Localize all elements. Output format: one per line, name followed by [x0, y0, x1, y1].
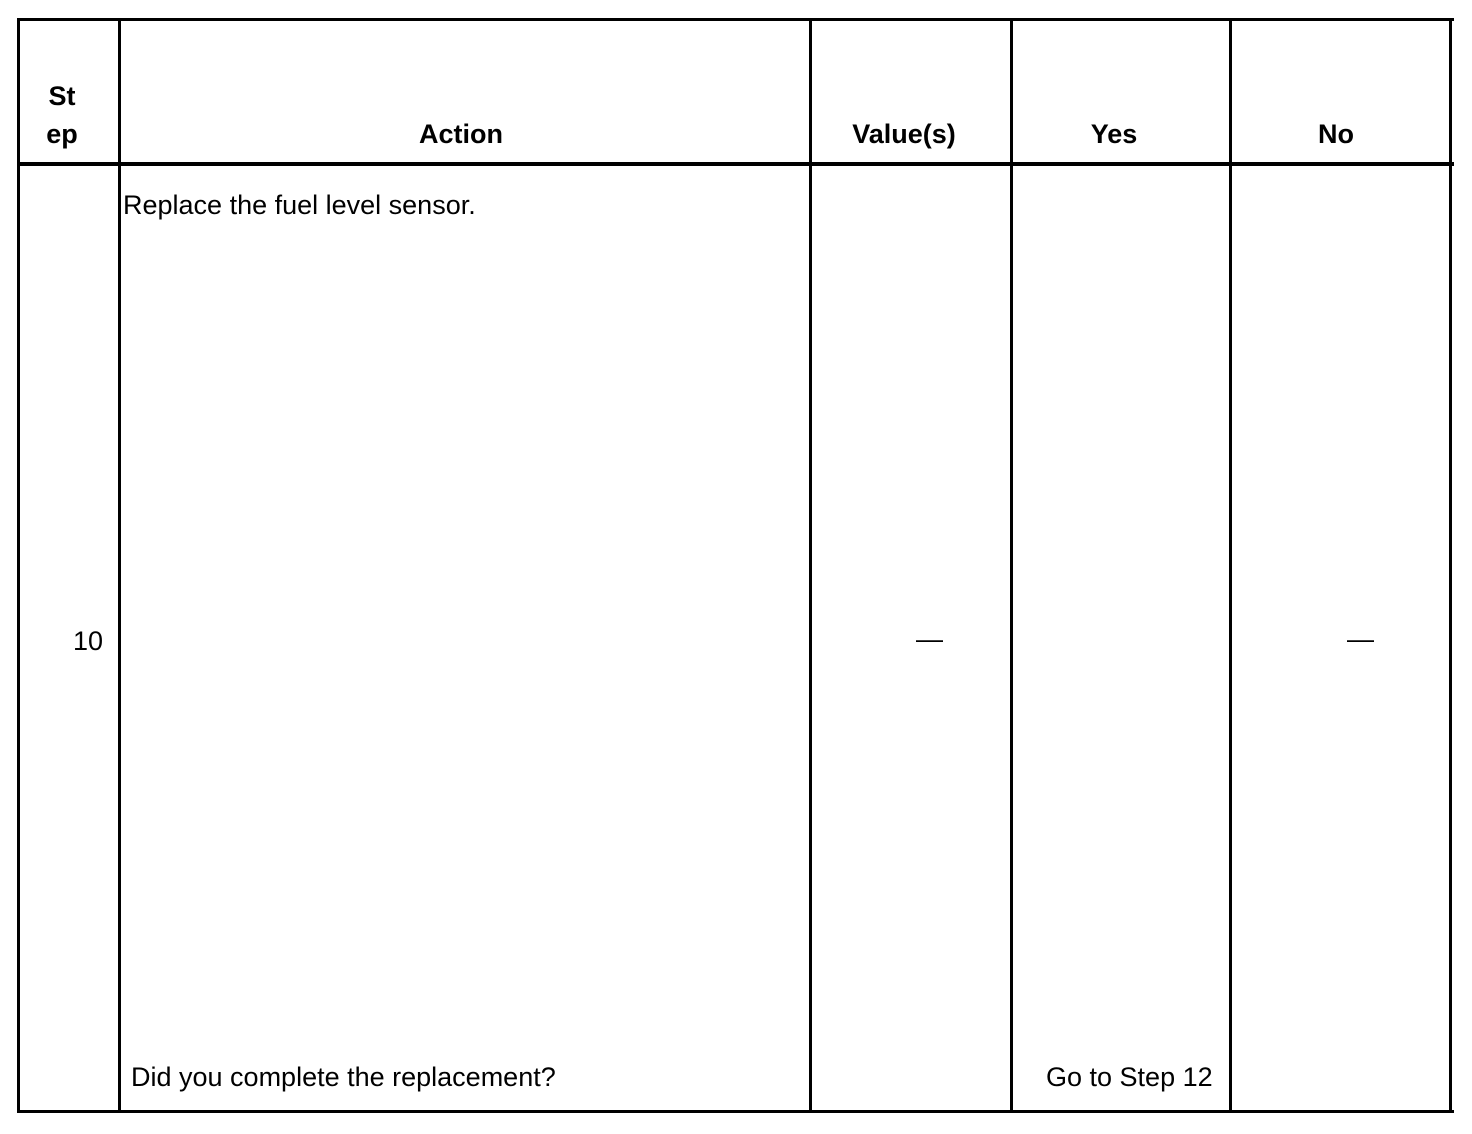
action-question: Did you complete the replacement? — [131, 1062, 556, 1092]
step-column-divider — [118, 18, 121, 1113]
table-left-border — [17, 18, 20, 1113]
values-cell: — — [916, 624, 943, 654]
header-no: No — [1318, 119, 1354, 149]
step-number: 10 — [73, 626, 104, 656]
header-step-line1: St — [48, 81, 76, 111]
header-yes: Yes — [1090, 119, 1138, 149]
table-top-border — [17, 18, 1454, 21]
table-right-border — [1449, 18, 1452, 1113]
no-cell: — — [1347, 624, 1374, 654]
action-instruction: Replace the fuel level sensor. — [123, 190, 476, 220]
yes-cell: Go to Step 12 — [1046, 1062, 1213, 1092]
header-step-line2: ep — [46, 119, 78, 149]
header-values: Value(s) — [852, 119, 956, 149]
table-bottom-border — [17, 1110, 1454, 1113]
header-bottom-border — [17, 162, 1454, 166]
yes-column-divider — [1229, 18, 1232, 1113]
values-column-divider — [1010, 18, 1013, 1113]
header-action: Action — [419, 119, 503, 149]
action-column-divider — [809, 18, 812, 1113]
